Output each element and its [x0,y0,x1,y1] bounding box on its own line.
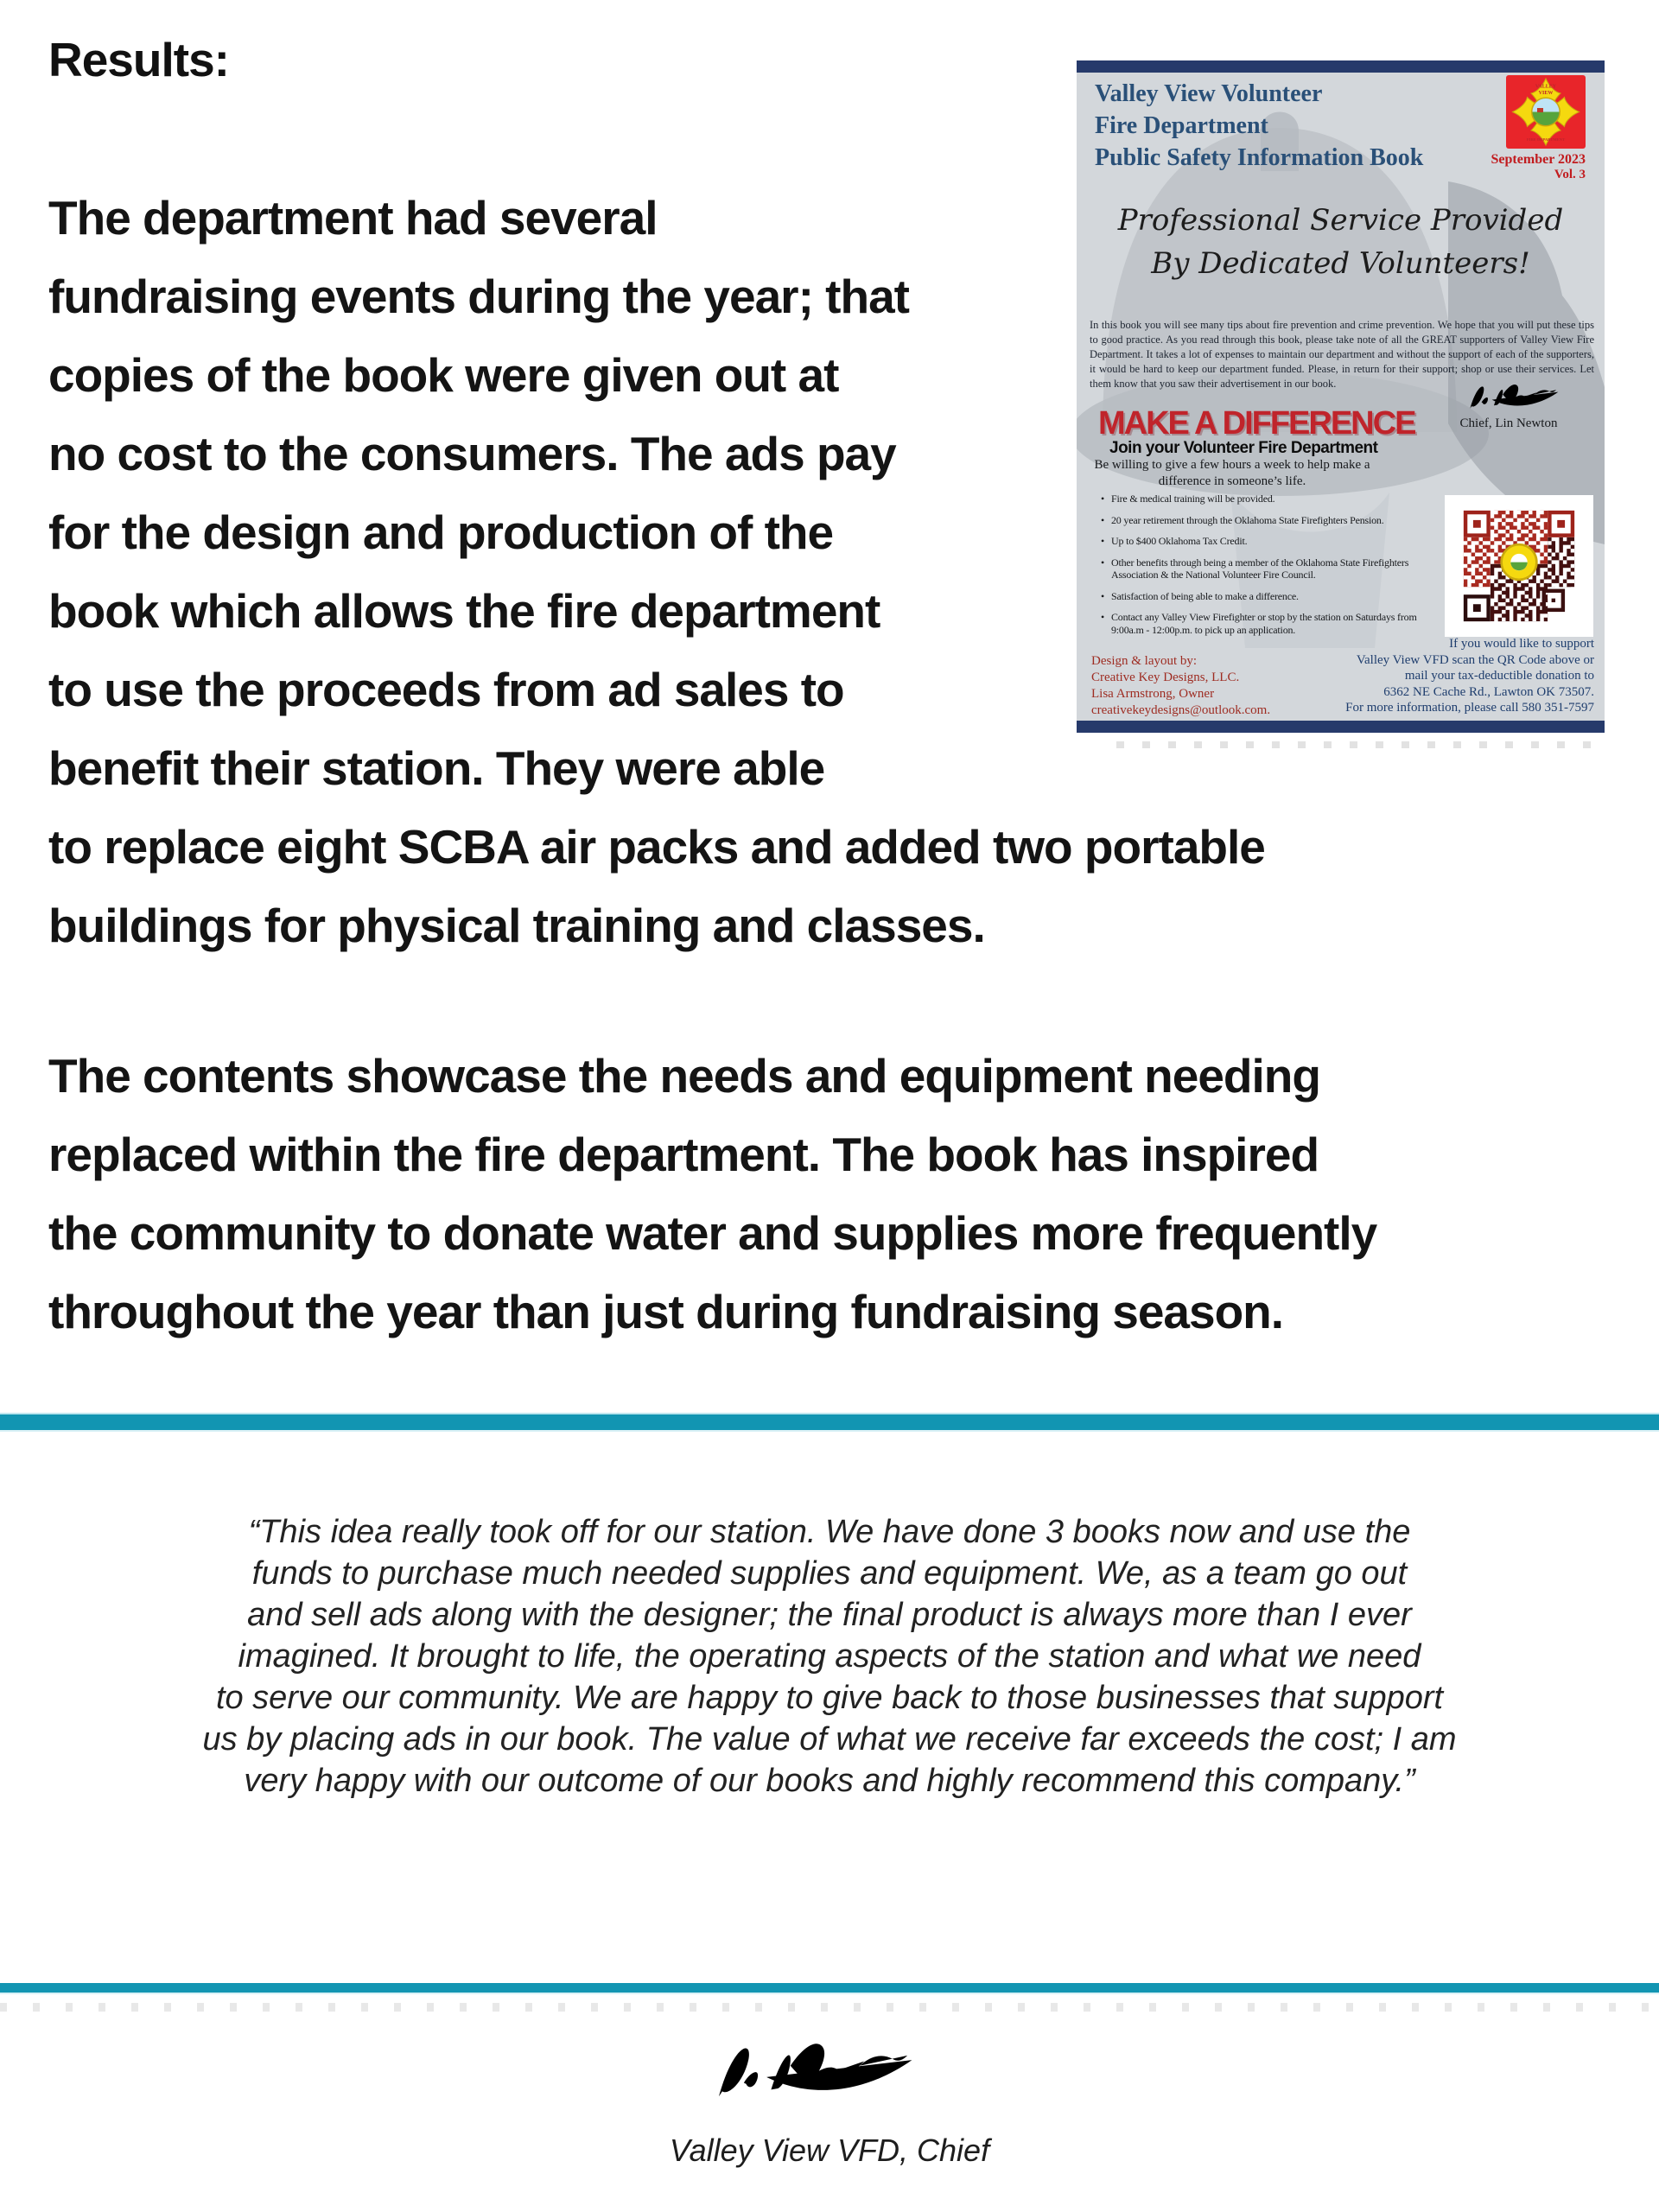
text-line: to use the proceeds from ad sales to [48,663,844,716]
design-credits [1091,653,1316,719]
bullet-item: • Fire & medical training will be provided. [1111,493,1427,505]
cover-title-line: Fire Department [1095,112,1268,139]
fire-department-crest-icon [1506,75,1586,149]
bullet-item: • Other benefits through being a member of the Oklahoma State Firefighters Association & the National Volunteer Fire Council. [1111,556,1427,582]
issue-date: September 2023 [1491,152,1586,167]
support-line: For more information, please call 580 351-7597 [1345,701,1594,715]
text-line: The contents showcase the needs and equipment needing [48,1049,1320,1103]
support-line: If you would like to support [1449,637,1594,651]
text-line: book which allows the fire department [48,584,880,638]
cover-title-line: Public Safety Information Book [1095,144,1424,171]
tagline-line: Professional Service Provided [1117,203,1564,238]
credits-line: Lisa Armstrong, Owner [1091,687,1215,701]
text-line: copies of the book were given out at [48,348,839,402]
credits-line: creativekeydesigns@outlook.com. [1091,703,1271,717]
cover-subheadline: Join your Volunteer Fire Department [1109,439,1378,457]
crest-text-view: VIEW [1538,91,1554,96]
quote-line: to serve our community. We are happy to give back to those businesses that support [215,1680,1444,1716]
teal-divider-bottom [0,1983,1659,1993]
support-line: mail your tax-deductible donation to [1404,669,1594,683]
support-line: 6362 NE Cache Rd., Lawton OK 73507. [1383,684,1594,699]
book-cover-image [1077,60,1605,733]
quote-line: funds to purchase much needed supplies and equipment. We, as a team go out [251,1555,1408,1592]
chief-signature-image [1451,378,1579,415]
quote-line: and sell ads along with the designer; the final product is always more than I ever [247,1597,1412,1633]
text-line: fundraising events during the year; that [48,270,909,323]
cover-title-line: Valley View Volunteer [1095,80,1323,107]
tagline-line: By Dedicated Volunteers! [1151,246,1530,281]
quote-line: us by placing ads in our book. The value of what we receive far exceeds the cost; I am [202,1721,1457,1758]
cover-top-bar [1077,60,1605,73]
crest-text-fire-department: FIRE DEPARTMENT [1526,137,1566,142]
donation-support-text [1293,636,1594,716]
quote-line: very happy with our outcome of our books and highly recommend this company.” [244,1763,1415,1799]
chief-caption: Chief, Lin Newton [1459,416,1558,430]
results-heading: Results: [48,33,229,86]
bullet-item: • Contact any Valley View Firefighter or stop by the station on Saturdays from 9:00a.m - 12:00p.m. to pick up an application. [1111,611,1427,636]
bullet-item: • Satisfaction of being able to make a difference. [1111,590,1427,603]
cover-intro-paragraph: In this book you will see many tips about fire prevention and crime prevention. We hope that you will put these tips to good practice. As you read through this book, please take note of all the GREAT supporters of Valley View Fire Department. It takes a lot of expenses to maintain our department and without the support of each of the supporters, it would be hard to keep our department funded. Please, in return for their support; shop or use their services. Let them know that you saw their advertisement in our book. [1090,319,1594,390]
chief-signature-image [691,2031,942,2110]
dashed-texture [0,2003,1659,2012]
cover-tagline [1077,199,1605,285]
cover-headline: MAKE A DIFFERENCE [1098,405,1415,442]
cover-shadow-texture [1116,741,1609,748]
issue-volume: Vol. 3 [1554,168,1586,181]
text-line: the community to donate water and supplies more frequently [48,1206,1377,1260]
qr-code [1445,495,1593,637]
text-line: throughout the year than just during fundraising season. [48,1285,1284,1338]
text-line: replaced within the fire department. The book has inspired [48,1128,1319,1181]
testimonial-quote [35,1511,1624,1802]
bullet-item: • 20 year retirement through the Oklahoma State Firefighters Pension. [1111,514,1427,527]
quote-line: “This idea really took off for our station. We have done 3 books now and use the [248,1514,1411,1550]
text-line: to replace eight SCBA air packs and added two portable [48,820,1265,874]
bullet-item: • Up to $400 Oklahoma Tax Credit. [1111,535,1427,548]
quote-line: imagined. It brought to life, the operating aspects of the station and what we need [238,1638,1421,1675]
signature-attribution: Valley View VFD, Chief [669,2133,990,2168]
text-line: buildings for physical training and classes. [48,899,985,952]
text-line: no cost to the consumers. The ads pay [48,427,896,480]
contents-paragraph [48,1037,1376,1351]
cover-pitch [1090,457,1375,490]
teal-divider-top [0,1414,1659,1430]
credits-line: Design & layout by: [1091,654,1198,668]
pitch-line: Be willing to give a few hours a week to help make a [1094,458,1370,472]
benefit-bullet-list [1101,493,1427,645]
cover-bottom-bar [1077,721,1605,733]
text-line: benefit their station. They were able [48,741,825,795]
crest-text-valley: VALLEY [1535,84,1557,90]
text-line: The department had several [48,191,658,245]
pitch-line: difference in someone’s life. [1158,474,1306,488]
support-line: Valley View VFD scan the QR Code above or [1356,652,1594,667]
cover-issue-info [1405,152,1586,182]
text-line: for the design and production of the [48,505,834,559]
credits-line: Creative Key Designs, LLC. [1091,671,1240,684]
